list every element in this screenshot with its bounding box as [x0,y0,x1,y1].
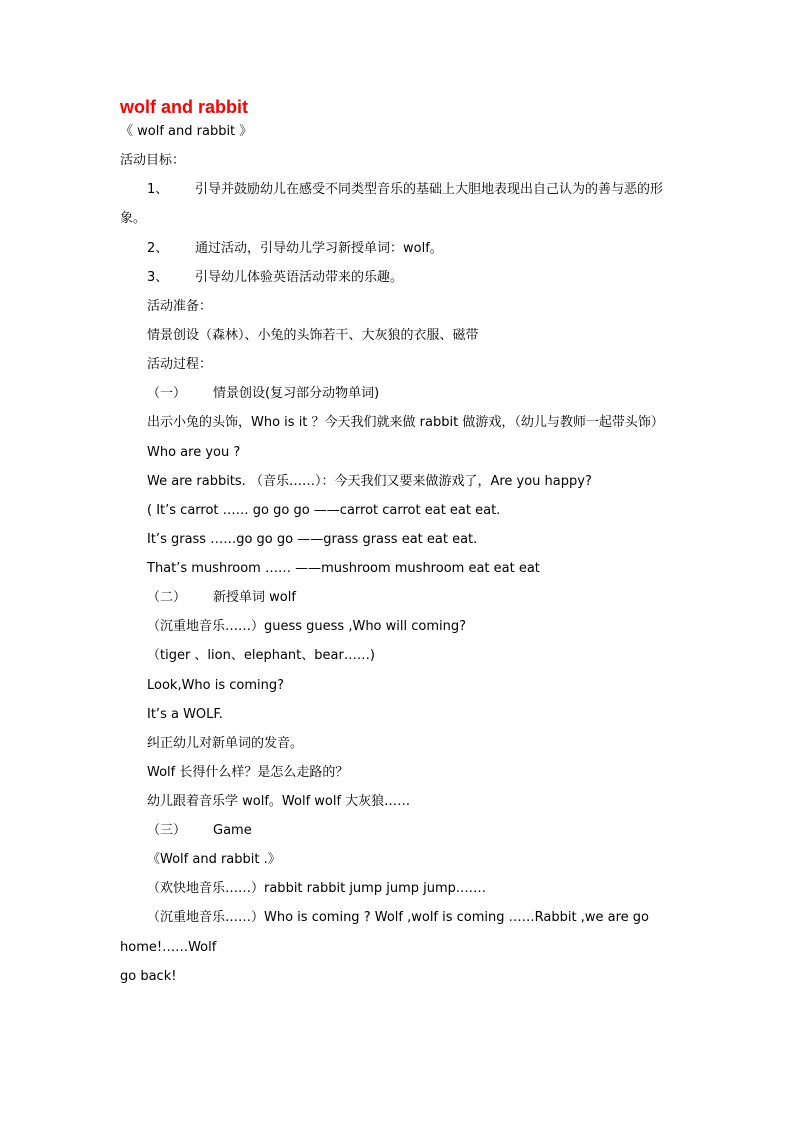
section-title: Game [213,823,252,838]
goal-number: 2、 [147,241,169,256]
section-number: （三） [147,823,187,838]
body-line: ( It’s carrot …… go go go ——carrot carrot eat eat eat. [147,503,501,518]
body-line: It’s a WOLF. [147,707,223,722]
goal-item [147,269,403,287]
prep-text: 情景创设（森林）、小兔的头饰若干、大灰狼的衣服、磁带 [147,328,479,343]
section-heading [147,589,296,607]
goal-item [147,240,443,258]
body-line: That’s mushroom …… ——mushroom mushroom eat eat eat [147,561,540,576]
body-line: （欢快地音乐……）rabbit rabbit jump jump jump.…… [147,881,487,896]
goal-text: 引导幼儿体验英语活动带来的乐趣。 [195,270,404,285]
body-line: （沉重地音乐……）Who is coming ? Wolf ,wolf is coming ……Rabbit ,we are go [147,910,649,925]
goal-text: 通过活动，引导幼儿学习新授单词：wolf。 [195,241,443,256]
section-heading [147,822,252,840]
body-line: Who are you ? [147,445,241,460]
prep-heading: 活动准备： [147,299,213,314]
body-line: 幼儿跟着音乐学 wolf。Wolf wolf 大灰狼…… [147,794,411,809]
section-number: （一） [147,386,187,401]
body-line: 《Wolf and rabbit .》 [147,852,281,867]
body-line: We are rabbits. （音乐……）：今天我们又要来做游戏了，Are you happy? [147,474,592,489]
process-heading: 活动过程： [147,357,213,372]
document-title: wolf and rabbit [120,97,248,117]
section-title: 情景创设(复习部分动物单词) [213,386,380,401]
goal-number: 1、 [147,182,169,197]
goals-heading: 活动目标： [120,153,186,168]
body-line: Wolf 长得什么样？是怎么走路的？ [147,765,349,780]
body-line: It’s grass ……go go go ——grass grass eat eat eat. [147,532,478,547]
body-line: 出示小兔的头饰，Who is it ？今天我们就来做 rabbit 做游戏，（幼儿与教师一起带头饰） [147,415,664,430]
body-line: home!……Wolf [120,940,217,955]
goal-number: 3、 [147,270,169,285]
body-line: （沉重地音乐……）guess guess ,Who will coming? [147,619,467,634]
body-line: Look,Who is coming? [147,678,285,693]
goal-text: 引导并鼓励幼儿在感受不同类型音乐的基础上大胆地表现出自己认为的善与恶的形 [195,182,664,197]
body-line: （tiger 、lion、elephant、bear……) [147,648,375,663]
body-line: 纠正幼儿对新单词的发音。 [147,736,304,751]
document-subtitle: 《 wolf and rabbit 》 [120,124,253,139]
goal-item [147,181,663,199]
section-heading [147,385,379,403]
section-number: （二） [147,590,187,605]
body-line: go back! [120,969,177,984]
section-title: 新授单词 wolf [213,590,296,605]
goal-text-continuation: 象。 [120,211,147,226]
